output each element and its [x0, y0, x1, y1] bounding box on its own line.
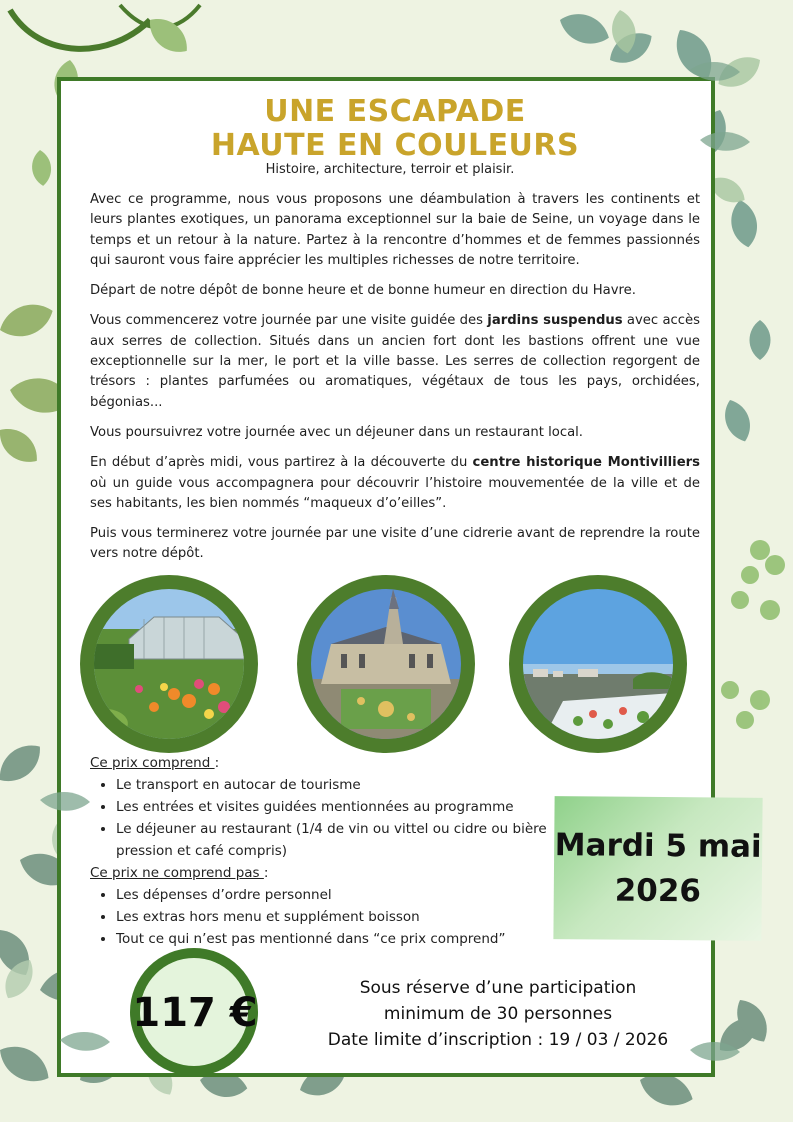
- conditions-line-2: minimum de 30 personnes: [383, 1004, 613, 1024]
- event-date-year: 2026: [614, 872, 702, 909]
- includes-item: • Le transport en autocar de tourisme: [116, 774, 560, 796]
- conditions-deadline: Date limite d’inscription : 19 / 03 / 2026: [327, 1030, 669, 1050]
- includes-heading: [90, 752, 560, 774]
- includes-item: • Le déjeuner au restaurant (1/4 de vin ou vittel ou cidre ou bière pression et café compris): [116, 818, 560, 862]
- includes-colon: :: [214, 755, 220, 771]
- program-description: [90, 190, 700, 575]
- excludes-heading: [90, 862, 560, 884]
- includes-list: [90, 774, 560, 862]
- event-date-box: [553, 796, 762, 941]
- excludes-item: • Tout ce qui n’est pas mentionné dans “ce prix comprend”: [116, 928, 560, 950]
- subtitle: Histoire, architecture, terroir et plaisir.: [265, 162, 515, 177]
- highlight-montivilliers: centre historique Montivilliers: [472, 455, 700, 471]
- price-value: 117 €: [132, 990, 258, 1036]
- excludes-colon: :: [263, 865, 269, 881]
- includes-item: • Les entrées et visites guidées mentionnées au programme: [116, 796, 560, 818]
- paragraph-morning-text-a: Vous commencerez votre journée par une visite guidée des: [90, 313, 488, 329]
- paragraph-morning: [90, 311, 700, 412]
- booking-conditions: [315, 975, 681, 1053]
- photo-montivilliers: [297, 575, 475, 753]
- excludes-item: • Les extras hors menu et supplément boisson: [116, 906, 560, 928]
- paragraph-intro: Avec ce programme, nous vous proposons une déambulation à travers les continents et leurs plantes exotiques, un panorama exceptionnel sur la baie de Seine, un voyage dans le temps et un retour à la nature. Partez à la rencontre d’hommes et de femmes passionnés qui sauront vous faire apprécier les multiples richesses de notre territoire.: [90, 192, 700, 268]
- garden-image: [94, 589, 244, 739]
- excludes-list: [90, 884, 560, 950]
- paragraph-departure: Départ de notre dépôt de bonne heure et de bonne humeur en direction du Havre.: [90, 283, 636, 299]
- event-date-day: Mardi 5 mai: [554, 826, 762, 865]
- paragraph-afternoon-text-b: où un guide vous accompagnera pour découvrir l’histoire mouvementée de la ville et de ses habitants, les bien nommés “maqueux d’o’eilles”.: [90, 475, 700, 511]
- paragraph-afternoon-text-a: En début d’après midi, vous partirez à la découverte du: [90, 455, 473, 471]
- paragraph-afternoon: [90, 453, 700, 514]
- abbey-image: [311, 589, 461, 739]
- photo-jardins-suspendus: [80, 575, 258, 753]
- title-line-2: HAUTE EN COULEURS: [210, 128, 580, 163]
- price-details: [90, 752, 560, 950]
- highlight-jardins: jardins suspendus: [487, 313, 623, 329]
- excludes-item: • Les dépenses d’ordre personnel: [116, 884, 560, 906]
- title-line-1: UNE ESCAPADE: [264, 94, 526, 129]
- excludes-label: Ce prix ne comprend pas: [90, 865, 264, 881]
- sea-view-image: [523, 589, 673, 739]
- conditions-line-1: Sous réserve d’une participation: [359, 978, 637, 998]
- photo-panorama-baie: [509, 575, 687, 753]
- paragraph-cider: Puis vous terminerez votre journée par une visite d’une cidrerie avant de reprendre la route vers notre dépôt.: [90, 526, 700, 562]
- includes-label: Ce prix comprend: [90, 755, 215, 771]
- paragraph-lunch: Vous poursuivrez votre journée avec un déjeuner dans un restaurant local.: [90, 424, 584, 440]
- paragraph-morning-text-b: avec accès aux serres de collection. Situés dans un ancien fort dont les bastions offrent une vue exceptionnelle sur la mer, le port et la ville basse. Les serres de collection regorgent de trésors : plantes parfumées ou aromatiques, végétaux de tous les pays, orchidées, bégonias...: [90, 313, 701, 410]
